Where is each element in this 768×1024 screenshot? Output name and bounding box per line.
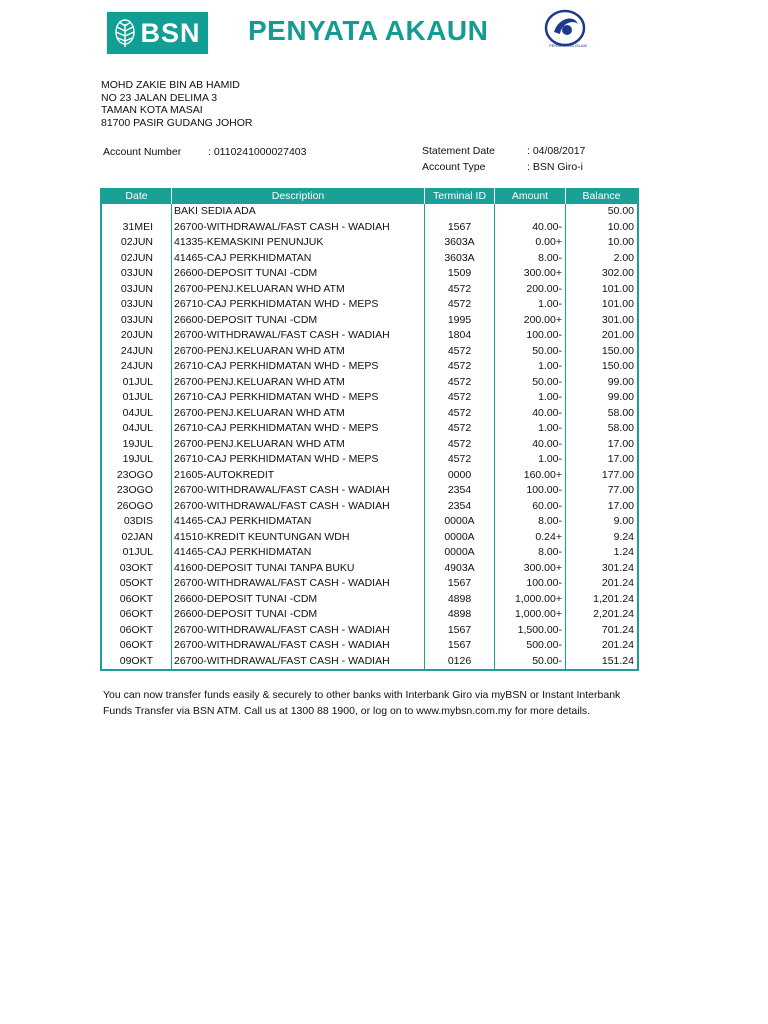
balance-cell: 302.00 xyxy=(601,267,634,279)
terminal-id-cell: 1567 xyxy=(447,577,472,589)
description-cell: 26600-DEPOSIT TUNAI -CDM xyxy=(174,267,318,279)
address-line: 81700 PASIR GUDANG JOHOR xyxy=(101,116,253,129)
balance-cell: 99.00 xyxy=(607,391,634,403)
balance-cell: 17.00 xyxy=(607,453,634,465)
description-cell: 26700-WITHDRAWAL/FAST CASH - WADIAH xyxy=(174,220,390,233)
terminal-id-cell: 4572 xyxy=(447,406,472,419)
balance-cell: 2.00 xyxy=(613,251,634,264)
balance-cell: 151.24 xyxy=(601,654,634,667)
terminal-id-cell: 4572 xyxy=(447,360,472,372)
description-cell: 21605-AUTOKREDIT xyxy=(174,468,275,481)
balance-cell: 9.24 xyxy=(613,530,634,543)
balance-cell: 150.00 xyxy=(601,360,634,372)
terminal-id-column xyxy=(425,204,495,669)
tree-icon xyxy=(114,18,136,48)
date-cell: 26OGO xyxy=(116,499,153,512)
balance-cell: 58.00 xyxy=(607,406,634,419)
address-line: NO 23 JALAN DELIMA 3 xyxy=(101,91,218,104)
terminal-id-cell: 3603A xyxy=(444,236,475,248)
terminal-id-cell: 0000A xyxy=(444,515,475,527)
date-cell: 04JUL xyxy=(122,422,153,434)
date-cell: 02JUN xyxy=(120,236,153,248)
terminal-id-cell: 1567 xyxy=(447,623,472,636)
description-cell: 26700-PENJ.KELUARAN WHD ATM xyxy=(174,282,345,295)
balance-column xyxy=(566,204,637,669)
amount-cell: 100.00- xyxy=(526,577,562,589)
header-amount: Amount xyxy=(495,188,566,204)
header-balance: Balance xyxy=(582,190,621,202)
account-type-label: Account Type xyxy=(422,161,486,173)
terminal-id-cell: 4903A xyxy=(444,561,475,574)
balance-cell: 10.00 xyxy=(607,236,634,248)
amount-cell: 50.00- xyxy=(532,344,562,357)
bsn-logo xyxy=(107,12,208,54)
description-cell: 26710-CAJ PERKHIDMATAN WHD - MEPS xyxy=(174,360,379,372)
balance-cell: 99.00 xyxy=(607,375,634,388)
date-cell xyxy=(102,204,171,220)
balance-cell: 201.24 xyxy=(601,577,634,589)
balance-cell: 201.00 xyxy=(601,329,634,341)
date-cell: 04JUL xyxy=(122,406,153,419)
date-cell: 01JUL xyxy=(122,375,153,388)
amount-cell: 160.00+ xyxy=(523,468,562,481)
islamic-banking-seal-icon xyxy=(540,8,590,58)
description-cell: 41335-KEMASKINI PENUNJUK xyxy=(174,236,324,248)
date-cell: 01JUL xyxy=(122,391,153,403)
date-cell: 19JUL xyxy=(122,453,153,465)
balance-cell: 301.00 xyxy=(601,313,634,326)
statement-date-label: Statement Date xyxy=(422,145,495,157)
description-cell: 41465-CAJ PERKHIDMATAN xyxy=(174,251,312,264)
description-cell: 26600-DEPOSIT TUNAI -CDM xyxy=(174,313,318,326)
terminal-id-cell: 4572 xyxy=(447,391,472,403)
description-cell: 41510-KREDIT KEUNTUNGAN WDH xyxy=(174,530,350,543)
amount-cell: 1.00- xyxy=(538,360,562,372)
amount-cell: 300.00+ xyxy=(523,267,562,279)
date-cell: 06OKT xyxy=(119,608,153,620)
balance-cell: 701.24 xyxy=(601,623,634,636)
balance-cell: 301.24 xyxy=(601,561,634,574)
amount-cell: 1,000.00+ xyxy=(514,608,562,620)
amount-cell xyxy=(495,204,565,220)
amount-cell: 100.00- xyxy=(526,329,562,341)
date-cell: 20JUN xyxy=(120,329,153,341)
amount-cell: 1.00- xyxy=(538,391,562,403)
date-cell: 06OKT xyxy=(119,639,153,651)
amount-cell: 200.00- xyxy=(526,282,562,295)
amount-cell: 500.00- xyxy=(526,639,562,651)
date-cell: 19JUL xyxy=(122,437,153,450)
balance-cell: 17.00 xyxy=(607,437,634,450)
date-cell: 06OKT xyxy=(119,592,153,605)
description-cell: 26700-WITHDRAWAL/FAST CASH - WADIAH xyxy=(174,329,390,341)
terminal-id-cell: 4572 xyxy=(447,453,472,465)
date-cell: 02JUN xyxy=(120,251,153,264)
balance-cell: 101.00 xyxy=(601,282,634,295)
balance-cell: 150.00 xyxy=(601,344,634,357)
terminal-id-cell: 1804 xyxy=(447,329,472,341)
balance-cell: 77.00 xyxy=(607,484,634,496)
terminal-id-cell: 3603A xyxy=(444,251,475,264)
terminal-id-cell: 1567 xyxy=(447,220,472,233)
balance-cell: 9.00 xyxy=(613,515,634,527)
balance-cell: 1,201.24 xyxy=(593,592,634,605)
terminal-id-cell: 4572 xyxy=(447,344,472,357)
amount-cell: 40.00- xyxy=(532,220,562,233)
description-cell: BAKI SEDIA ADA xyxy=(174,205,256,217)
date-cell: 01JUL xyxy=(122,546,153,558)
terminal-id-cell: 2354 xyxy=(447,484,472,496)
balance-cell: 17.00 xyxy=(607,499,634,512)
balance-cell: 1.24 xyxy=(613,546,634,558)
amount-cell: 40.00- xyxy=(532,437,562,450)
balance-cell: 58.00 xyxy=(607,422,634,434)
date-cell: 03JUN xyxy=(120,282,153,295)
description-cell: 26700-WITHDRAWAL/FAST CASH - WADIAH xyxy=(174,499,390,512)
description-cell: 26700-WITHDRAWAL/FAST CASH - WADIAH xyxy=(174,577,390,589)
terminal-id-cell: 4572 xyxy=(447,437,472,450)
header-description: Description xyxy=(172,188,425,204)
amount-cell: 100.00- xyxy=(526,484,562,496)
date-cell: 24JUN xyxy=(120,360,153,372)
header-date: Date xyxy=(102,188,172,204)
date-cell: 02JAN xyxy=(121,530,153,543)
amount-cell: 8.00- xyxy=(538,515,562,527)
date-cell: 05OKT xyxy=(119,577,153,589)
date-cell: 06OKT xyxy=(119,623,153,636)
date-cell: 03OKT xyxy=(119,561,153,574)
description-cell: 26710-CAJ PERKHIDMATAN WHD - MEPS xyxy=(174,422,379,434)
amount-cell: 1.00- xyxy=(538,453,562,465)
terminal-id-cell: 4898 xyxy=(447,608,472,620)
logo-text: BSN xyxy=(140,17,201,48)
amount-cell: 8.00- xyxy=(538,546,562,558)
date-cell: 31MEI xyxy=(122,220,153,233)
terminal-id-cell: 4898 xyxy=(447,592,472,605)
amount-cell: 0.24+ xyxy=(535,530,562,543)
description-cell: 26600-DEPOSIT TUNAI -CDM xyxy=(174,592,318,605)
amount-column xyxy=(495,204,566,669)
terminal-id-cell: 1995 xyxy=(447,313,472,326)
date-cell: 23OGO xyxy=(116,468,153,481)
balance-cell: 177.00 xyxy=(601,468,634,481)
terminal-id-cell: 0126 xyxy=(447,654,472,667)
amount-cell: 0.00+ xyxy=(535,236,562,248)
date-cell: 09OKT xyxy=(119,654,153,667)
date-cell: 24JUN xyxy=(120,344,153,357)
description-cell: 26600-DEPOSIT TUNAI -CDM xyxy=(174,608,318,620)
description-cell: 26700-PENJ.KELUARAN WHD ATM xyxy=(174,406,345,419)
description-cell: 26710-CAJ PERKHIDMATAN WHD - MEPS xyxy=(174,298,379,310)
amount-cell: 40.00- xyxy=(532,406,562,419)
description-cell: 26700-WITHDRAWAL/FAST CASH - WADIAH xyxy=(174,484,390,496)
terminal-id-cell: 0000A xyxy=(444,546,475,558)
page-title: PENYATA AKAUN xyxy=(248,15,489,46)
table-header xyxy=(102,188,637,204)
amount-cell: 1.00- xyxy=(538,422,562,434)
amount-cell: 1.00- xyxy=(538,298,562,310)
date-cell: 03DIS xyxy=(123,515,153,527)
address-line: TAMAN KOTA MASAI xyxy=(101,104,203,116)
amount-cell: 1,500.00- xyxy=(517,623,562,636)
balance-cell: 201.24 xyxy=(601,639,634,651)
balance-cell: 10.00 xyxy=(607,220,634,233)
transaction-table xyxy=(100,188,639,671)
account-type-value: : BSN Giro-i xyxy=(527,161,584,173)
terminal-id-cell: 4572 xyxy=(447,298,472,310)
description-cell: 26700-PENJ.KELUARAN WHD ATM xyxy=(174,375,345,388)
description-cell: 41600-DEPOSIT TUNAI TANPA BUKU xyxy=(174,561,355,574)
date-column xyxy=(102,204,172,669)
terminal-id-cell: 4572 xyxy=(447,282,472,295)
description-cell: 26700-WITHDRAWAL/FAST CASH - WADIAH xyxy=(174,623,390,636)
terminal-id-cell: 0000 xyxy=(447,468,472,481)
terminal-id-cell: 2354 xyxy=(447,499,472,512)
customer-address xyxy=(101,79,253,129)
amount-cell: 300.00+ xyxy=(523,561,562,574)
amount-cell: 60.00- xyxy=(532,499,562,512)
balance-cell: 2,201.24 xyxy=(593,608,634,620)
amount-cell: 200.00+ xyxy=(523,313,562,326)
description-cell: 41465-CAJ PERKHIDMATAN xyxy=(174,515,312,527)
date-cell: 03JUN xyxy=(120,313,153,326)
description-cell: 26700-WITHDRAWAL/FAST CASH - WADIAH xyxy=(174,639,390,651)
address-line: MOHD ZAKIE BIN AB HAMID xyxy=(101,79,240,91)
description-cell: 41465-CAJ PERKHIDMATAN xyxy=(174,546,312,558)
date-cell: 03JUN xyxy=(120,298,153,310)
amount-cell: 50.00- xyxy=(532,375,562,388)
table-body xyxy=(102,204,637,669)
header-terminal-id: Terminal ID xyxy=(425,188,495,204)
terminal-id-cell xyxy=(425,204,494,220)
balance-cell: 101.00 xyxy=(601,298,634,310)
balance-cell: 50.00 xyxy=(607,205,634,217)
terminal-id-cell: 4572 xyxy=(447,422,472,434)
date-cell: 03JUN xyxy=(120,267,153,279)
terminal-id-cell: 0000A xyxy=(444,530,475,543)
terminal-id-cell: 1567 xyxy=(447,639,472,651)
description-column xyxy=(172,204,425,669)
description-cell: 26700-PENJ.KELUARAN WHD ATM xyxy=(174,437,345,450)
amount-cell: 1,000.00+ xyxy=(514,592,562,605)
description-cell: 26700-WITHDRAWAL/FAST CASH - WADIAH xyxy=(174,654,390,667)
statement-date-value: : 04/08/2017 xyxy=(527,145,586,157)
description-cell: 26700-PENJ.KELUARAN WHD ATM xyxy=(174,344,345,357)
date-cell: 23OGO xyxy=(116,484,153,496)
account-number-label: Account Number xyxy=(103,146,182,158)
amount-cell: 8.00- xyxy=(538,251,562,264)
description-cell: 26710-CAJ PERKHIDMATAN WHD - MEPS xyxy=(174,391,379,403)
account-number-value: : 0110241000027403 xyxy=(208,146,307,158)
seal-caption: PERBANKAN ISLAM xyxy=(549,43,587,48)
amount-cell: 50.00- xyxy=(532,654,562,667)
description-cell: 26710-CAJ PERKHIDMATAN WHD - MEPS xyxy=(174,453,379,465)
terminal-id-cell: 4572 xyxy=(447,375,472,388)
footnote: You can now transfer funds easily & securely to other banks with Interbank Giro via myBSN or Instant Interbank Funds Transfer via BSN ATM. Call us at 1300 88 1900, or log on to www.mybsn.com.my for more details. xyxy=(103,689,621,717)
terminal-id-cell: 1509 xyxy=(447,267,472,279)
